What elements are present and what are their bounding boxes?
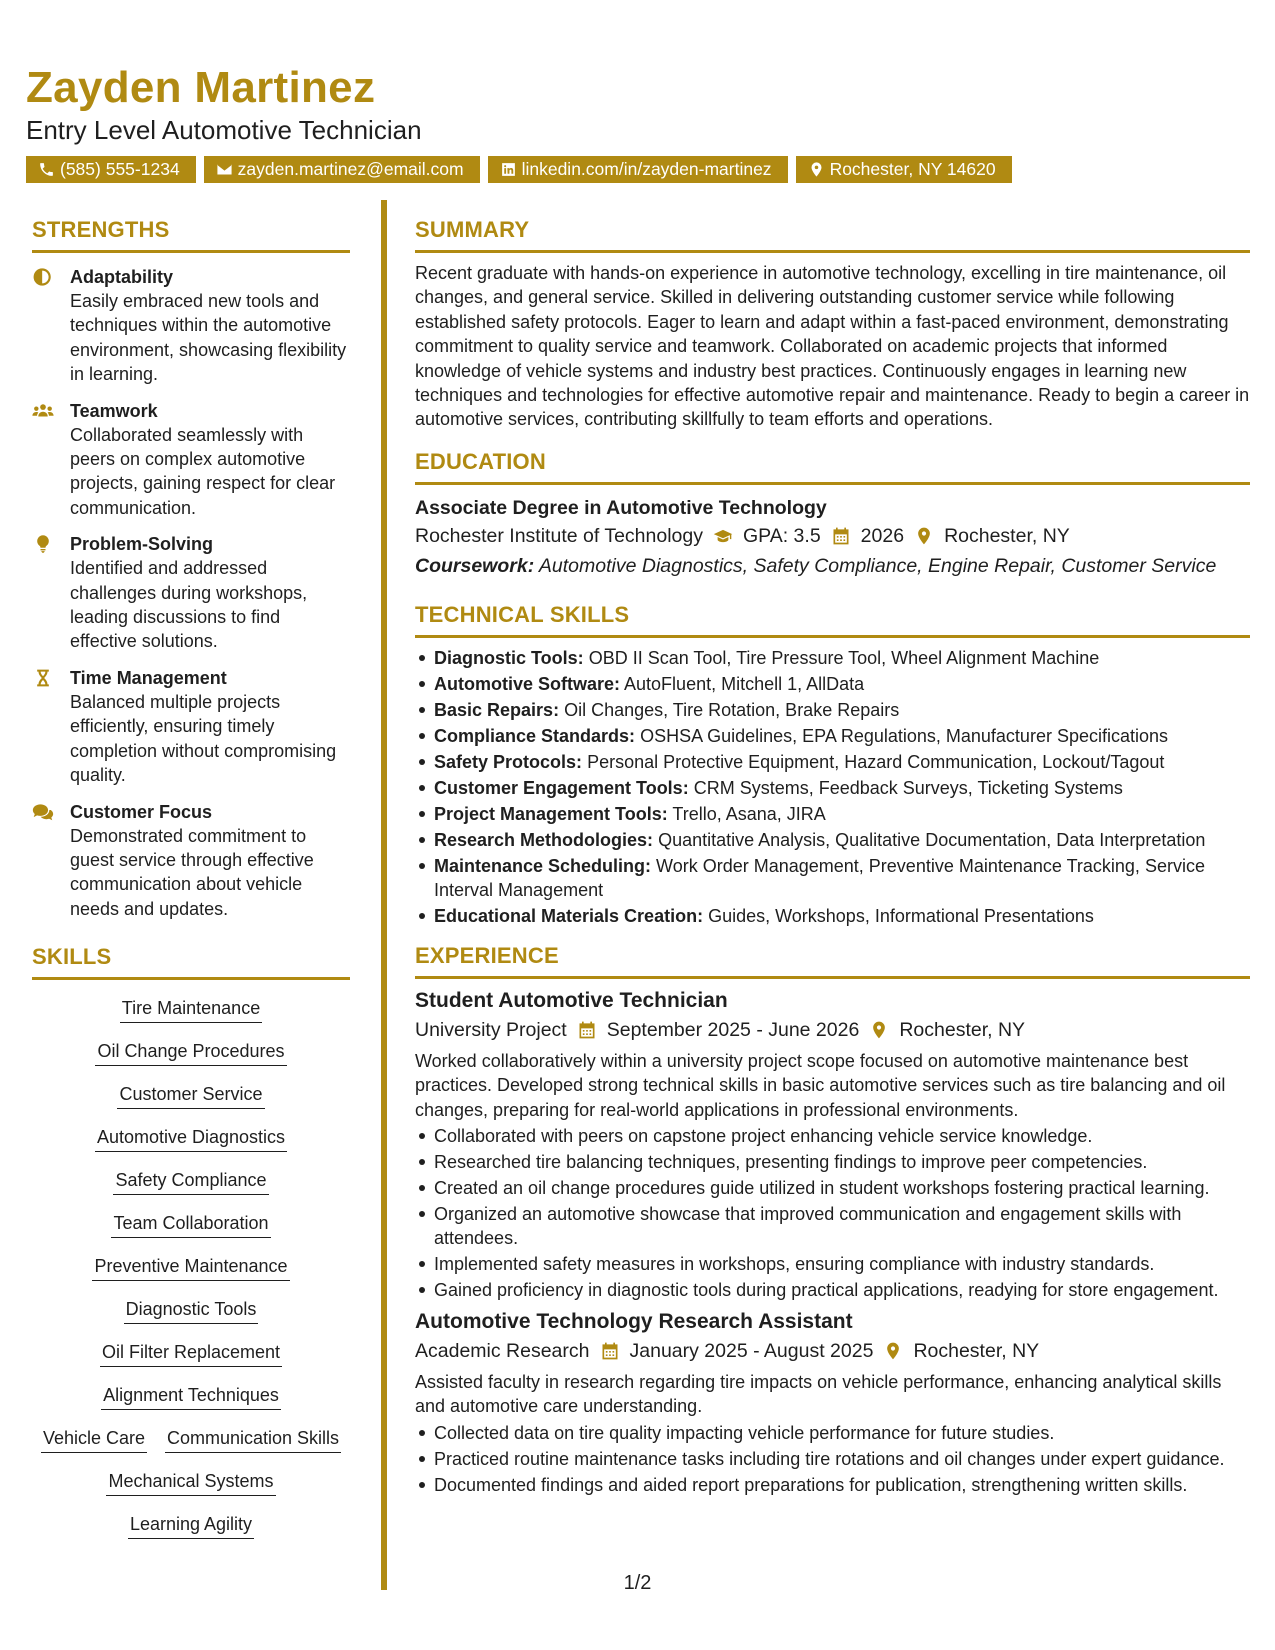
contact-email[interactable] bbox=[204, 156, 480, 183]
list-item: Created an oil change procedures guide utilized in student workshops fostering practical learning. bbox=[415, 1176, 1250, 1200]
job-org: Academic Research bbox=[415, 1340, 590, 1363]
strength-title: Adaptability bbox=[70, 267, 174, 287]
list-item: Researched tire balancing techniques, presenting findings to improve peer competencies. bbox=[415, 1150, 1250, 1174]
list-item: Research Methodologies: Quantitative Analysis, Qualitative Documentation, Data Interpretation bbox=[415, 828, 1250, 852]
strength-title: Problem-Solving bbox=[70, 534, 214, 555]
job-bullets bbox=[415, 1421, 1250, 1497]
education-location: Rochester, NY bbox=[944, 524, 1070, 547]
map-marker-icon bbox=[883, 1341, 903, 1361]
summary-text: Recent graduate with hands-on experience in automotive technology, excelling in tire maintenance, oil changes, and general service. Skilled in delivering outstanding customer service while following established safety protocols. Eager to learn and adapt within a fast-paced environment, demonstrating commitment to quality service and teamwork. Collaborated on academic projects that informed knowledge of vehicle systems and industry best practices. Continuously engages in learning new techniques and technologies for effective automotive repair and maintenance. Ready to begin a career in automotive services, contributing skillfully to team efforts and operations. bbox=[415, 263, 1250, 430]
skill-tag: Mechanical Systems bbox=[106, 1469, 275, 1496]
list-item: Safety Protocols: Personal Protective Equipment, Hazard Communication, Lockout/Tagout bbox=[415, 750, 1250, 774]
job-dates: September 2025 - June 2026 bbox=[606, 1018, 860, 1041]
list-item: Customer Engagement Tools: CRM Systems, Feedback Surveys, Ticketing Systems bbox=[415, 776, 1250, 800]
job-entry bbox=[415, 1308, 1250, 1497]
job-meta bbox=[415, 1015, 1250, 1045]
phone-text: (585) 555-1234 bbox=[60, 159, 180, 179]
candidate-role: Entry Level Automotive Technician bbox=[26, 115, 422, 145]
skill-tag: Communication Skills bbox=[165, 1426, 341, 1453]
job-location: Rochester, NY bbox=[913, 1340, 1040, 1363]
education-heading: EDUCATION bbox=[415, 448, 546, 474]
coursework-label: Coursework: bbox=[415, 554, 535, 577]
skill-tag: Customer Service bbox=[117, 1082, 264, 1109]
summary-rule bbox=[415, 250, 1250, 253]
list-item: Collaborated with peers on capstone project enhancing vehicle service knowledge. bbox=[415, 1124, 1250, 1148]
skill-tag: Diagnostic Tools bbox=[124, 1297, 259, 1324]
graduation-year: 2026 bbox=[860, 524, 905, 547]
experience-rule bbox=[415, 976, 1250, 979]
job-title: Student Automotive Technician bbox=[415, 988, 728, 1012]
strength-desc: Easily embraced new tools and techniques within the automotive environment, showcasing flexibility in learning. bbox=[70, 291, 347, 385]
job-location: Rochester, NY bbox=[899, 1018, 1026, 1041]
column-divider bbox=[381, 200, 387, 1590]
skill-tag: Automotive Diagnostics bbox=[95, 1125, 287, 1152]
location-text: Rochester, NY 14620 bbox=[829, 159, 996, 179]
comments-icon bbox=[32, 802, 54, 822]
skills-list bbox=[32, 986, 350, 1539]
resume-header bbox=[26, 62, 1256, 183]
strength-item bbox=[32, 666, 350, 788]
list-item: Practiced routine maintenance tasks including tire rotations and oil changes under expert guidance. bbox=[415, 1447, 1250, 1471]
education-meta bbox=[415, 521, 1250, 551]
strength-item bbox=[32, 800, 350, 922]
email-text: zayden.martinez@email.com bbox=[237, 159, 464, 179]
job-meta bbox=[415, 1336, 1250, 1366]
skill-tag: Tire Maintenance bbox=[120, 996, 262, 1023]
calendar-icon bbox=[600, 1341, 620, 1361]
strength-item bbox=[32, 532, 350, 654]
linkedin-text: linkedin.com/in/zayden-martinez bbox=[521, 159, 772, 179]
job-dates: January 2025 - August 2025 bbox=[629, 1340, 874, 1363]
skills-rule bbox=[32, 977, 350, 980]
job-entry bbox=[415, 987, 1250, 1302]
list-item: Educational Materials Creation: Guides, Workshops, Informational Presentations bbox=[415, 904, 1250, 928]
list-item: Project Management Tools: Trello, Asana, JIRA bbox=[415, 802, 1250, 826]
list-item: Organized an automotive showcase that improved communication and engagement skills with attendees. bbox=[415, 1202, 1250, 1250]
job-summary: Worked collaboratively within a university project scope focused on automotive maintenance best practices. Developed strong technical skills in basic automotive services such as tire balancing and oil changes, preparing for real-world applications in professional environments. bbox=[415, 1050, 1226, 1120]
strength-title: Customer Focus bbox=[70, 801, 213, 822]
degree-title: Associate Degree in Automotive Technology bbox=[415, 496, 827, 519]
list-item: Basic Repairs: Oil Changes, Tire Rotation, Brake Repairs bbox=[415, 698, 1250, 722]
list-item: Maintenance Scheduling: Work Order Management, Preventive Maintenance Tracking, Service Interval Management bbox=[415, 854, 1250, 902]
strength-item bbox=[32, 265, 350, 387]
lightbulb-icon bbox=[32, 534, 54, 554]
page-number: 1/2 bbox=[623, 1572, 652, 1594]
contact-linkedin[interactable] bbox=[488, 156, 788, 183]
skill-tag: Oil Filter Replacement bbox=[100, 1340, 282, 1367]
coursework bbox=[415, 551, 1250, 581]
skill-tag: Vehicle Care bbox=[41, 1426, 147, 1453]
strengths-heading: STRENGTHS bbox=[32, 217, 170, 242]
map-marker-icon bbox=[869, 1020, 889, 1040]
list-item: Documented findings and aided report preparations for publication, strengthening written skills. bbox=[415, 1473, 1250, 1497]
graduation-cap-icon bbox=[713, 526, 733, 546]
strength-desc: Balanced multiple projects efficiently, ensuring timely completion without compromising quality. bbox=[70, 691, 337, 786]
strength-title: Time Management bbox=[70, 667, 227, 688]
candidate-name: Zayden Martinez bbox=[26, 63, 376, 112]
skill-tag: Team Collaboration bbox=[111, 1211, 270, 1238]
skills-heading: SKILLS bbox=[32, 944, 112, 970]
skill-tag: Alignment Techniques bbox=[101, 1383, 281, 1410]
list-item: Collected data on tire quality impacting vehicle performance for future studies. bbox=[415, 1421, 1250, 1445]
strength-desc: Demonstrated commitment to guest service through effective communication about vehicle needs and updates. bbox=[70, 825, 314, 919]
strength-desc: Identified and addressed challenges during workshops, leading discussions to find effective solutions. bbox=[70, 558, 308, 652]
education-rule bbox=[415, 482, 1250, 485]
job-bullets bbox=[415, 1124, 1250, 1302]
skill-tag: Safety Compliance bbox=[113, 1168, 268, 1195]
skill-tag: Learning Agility bbox=[128, 1512, 254, 1539]
strength-title: Teamwork bbox=[70, 400, 158, 421]
job-org: University Project bbox=[415, 1018, 567, 1041]
linkedin-icon bbox=[500, 161, 517, 178]
skill-tag: Preventive Maintenance bbox=[92, 1254, 289, 1281]
technical-skills-rule bbox=[415, 635, 1250, 638]
coursework-list: Automotive Diagnostics, Safety Compliance, Engine Repair, Customer Service bbox=[538, 554, 1217, 577]
job-title: Automotive Technology Research Assistant bbox=[415, 1310, 853, 1334]
strength-item bbox=[32, 399, 350, 521]
experience-heading: EXPERIENCE bbox=[415, 942, 559, 968]
contact-location[interactable] bbox=[796, 156, 1012, 183]
left-column bbox=[32, 216, 350, 1539]
map-marker-icon bbox=[808, 161, 825, 178]
calendar-icon bbox=[831, 526, 851, 546]
technical-skills-heading: TECHNICAL SKILLS bbox=[415, 601, 630, 627]
list-item: Diagnostic Tools: OBD II Scan Tool, Tire Pressure Tool, Wheel Alignment Machine bbox=[415, 646, 1250, 670]
phone-icon bbox=[38, 161, 55, 178]
users-icon bbox=[32, 401, 54, 421]
contact-phone[interactable] bbox=[26, 156, 196, 183]
envelope-icon bbox=[216, 161, 233, 178]
job-summary: Assisted faculty in research regarding tire impacts on vehicle performance, enhancing analytical skills and automotive care understanding. bbox=[415, 1372, 1222, 1417]
list-item: Implemented safety measures in workshops, ensuring compliance with industry standards. bbox=[415, 1252, 1250, 1276]
gpa: GPA: 3.5 bbox=[742, 524, 821, 547]
half-circle-icon bbox=[32, 267, 54, 287]
right-column bbox=[415, 216, 1250, 1499]
school-name: Rochester Institute of Technology bbox=[415, 524, 703, 547]
technical-skills-list bbox=[415, 646, 1250, 928]
hourglass-icon bbox=[32, 668, 54, 688]
summary-heading: SUMMARY bbox=[415, 217, 530, 242]
contact-bar bbox=[26, 156, 1256, 183]
strengths-rule bbox=[32, 250, 350, 253]
strength-desc: Collaborated seamlessly with peers on complex automotive projects, gaining respect for clear communication. bbox=[70, 424, 336, 518]
list-item: Gained proficiency in diagnostic tools during practical applications, readying for store engagement. bbox=[415, 1278, 1250, 1302]
list-item: Compliance Standards: OSHSA Guidelines, EPA Regulations, Manufacturer Specifications bbox=[415, 724, 1250, 748]
skill-tag: Oil Change Procedures bbox=[95, 1039, 286, 1066]
calendar-icon bbox=[577, 1020, 597, 1040]
map-marker-icon bbox=[914, 526, 934, 546]
list-item: Automotive Software: AutoFluent, Mitchell 1, AllData bbox=[415, 672, 1250, 696]
